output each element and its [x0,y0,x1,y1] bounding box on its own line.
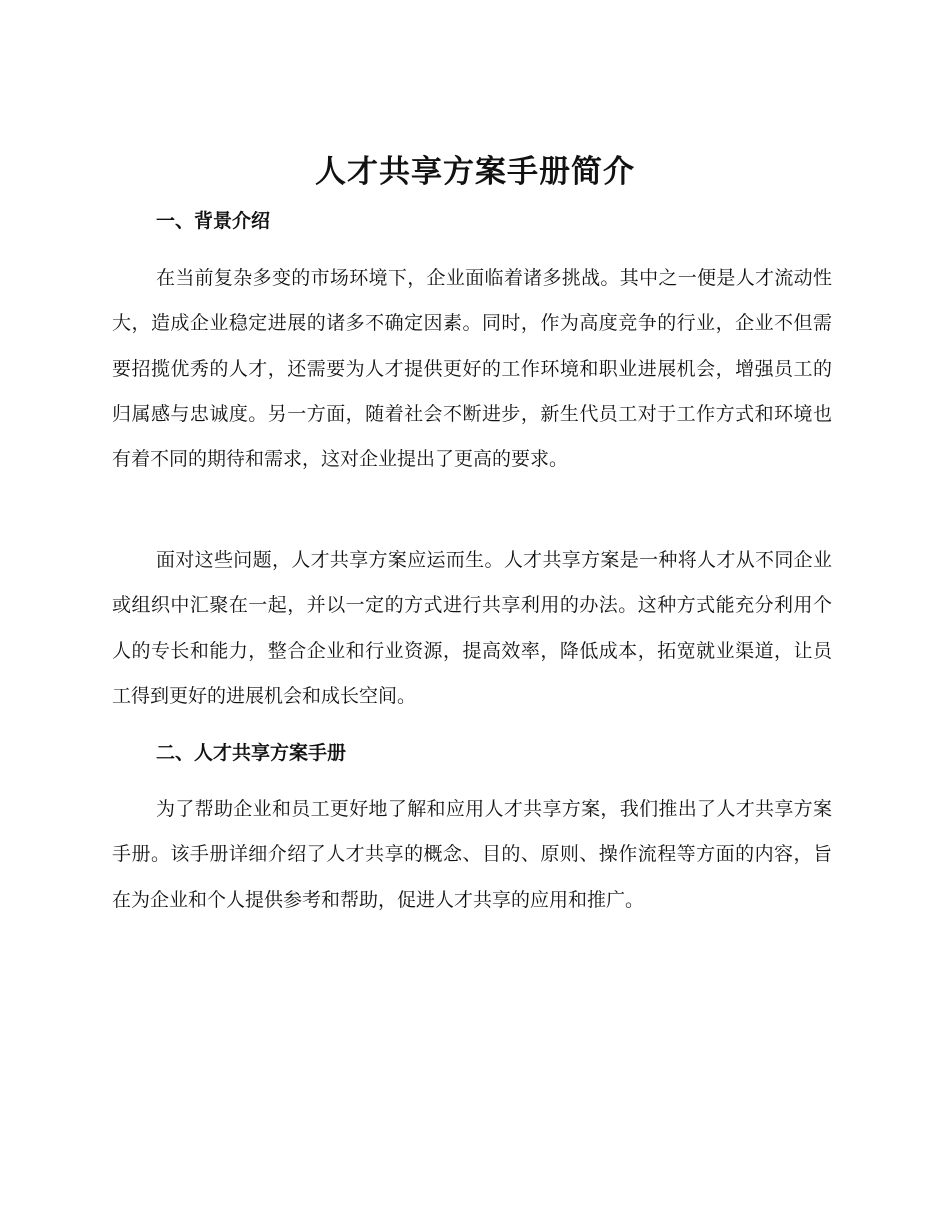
document-title: 人才共享方案手册简介 [315,154,635,190]
paragraph-background-2: 面对这些问题，人才共享方案应运而生。人才共享方案是一种将人才从不同企业或组织中汇聚在一起，并以一定的方式进行共享利用的办法。这种方式能充分利用个人的专长和能力，整合企业和行业资源，提高效率，降低成本，拓宽就业渠道，让员工得到更好的进展机会和成长空间。 [112,549,832,707]
paragraph-handbook-1: 为了帮助企业和员工更好地了解和应用人才共享方案，我们推出了人才共享方案手册。该手册详细介绍了人才共享的概念、目的、原则、操作流程等方面的内容，旨在为企业和个人提供参考和帮助，促进人才共享的应用和推广。 [112,798,832,911]
section-heading-handbook: 二、人才共享方案手册 [156,742,347,764]
paragraph-background-1: 在当前复杂多变的市场环境下，企业面临着诸多挑战。其中之一便是人才流动性大，造成企业稳定进展的诸多不确定因素。同时，作为高度竞争的行业，企业不但需要招揽优秀的人才，还需要为人才提供更好的工作环境和职业进展机会，增强员工的归属感与忠诚度。另一方面，随着社会不断进步，新生代员工对于工作方式和环境也有着不同的期待和需求，这对企业提出了更高的要求。 [112,267,832,471]
section-heading-background: 一、背景介绍 [156,210,271,232]
